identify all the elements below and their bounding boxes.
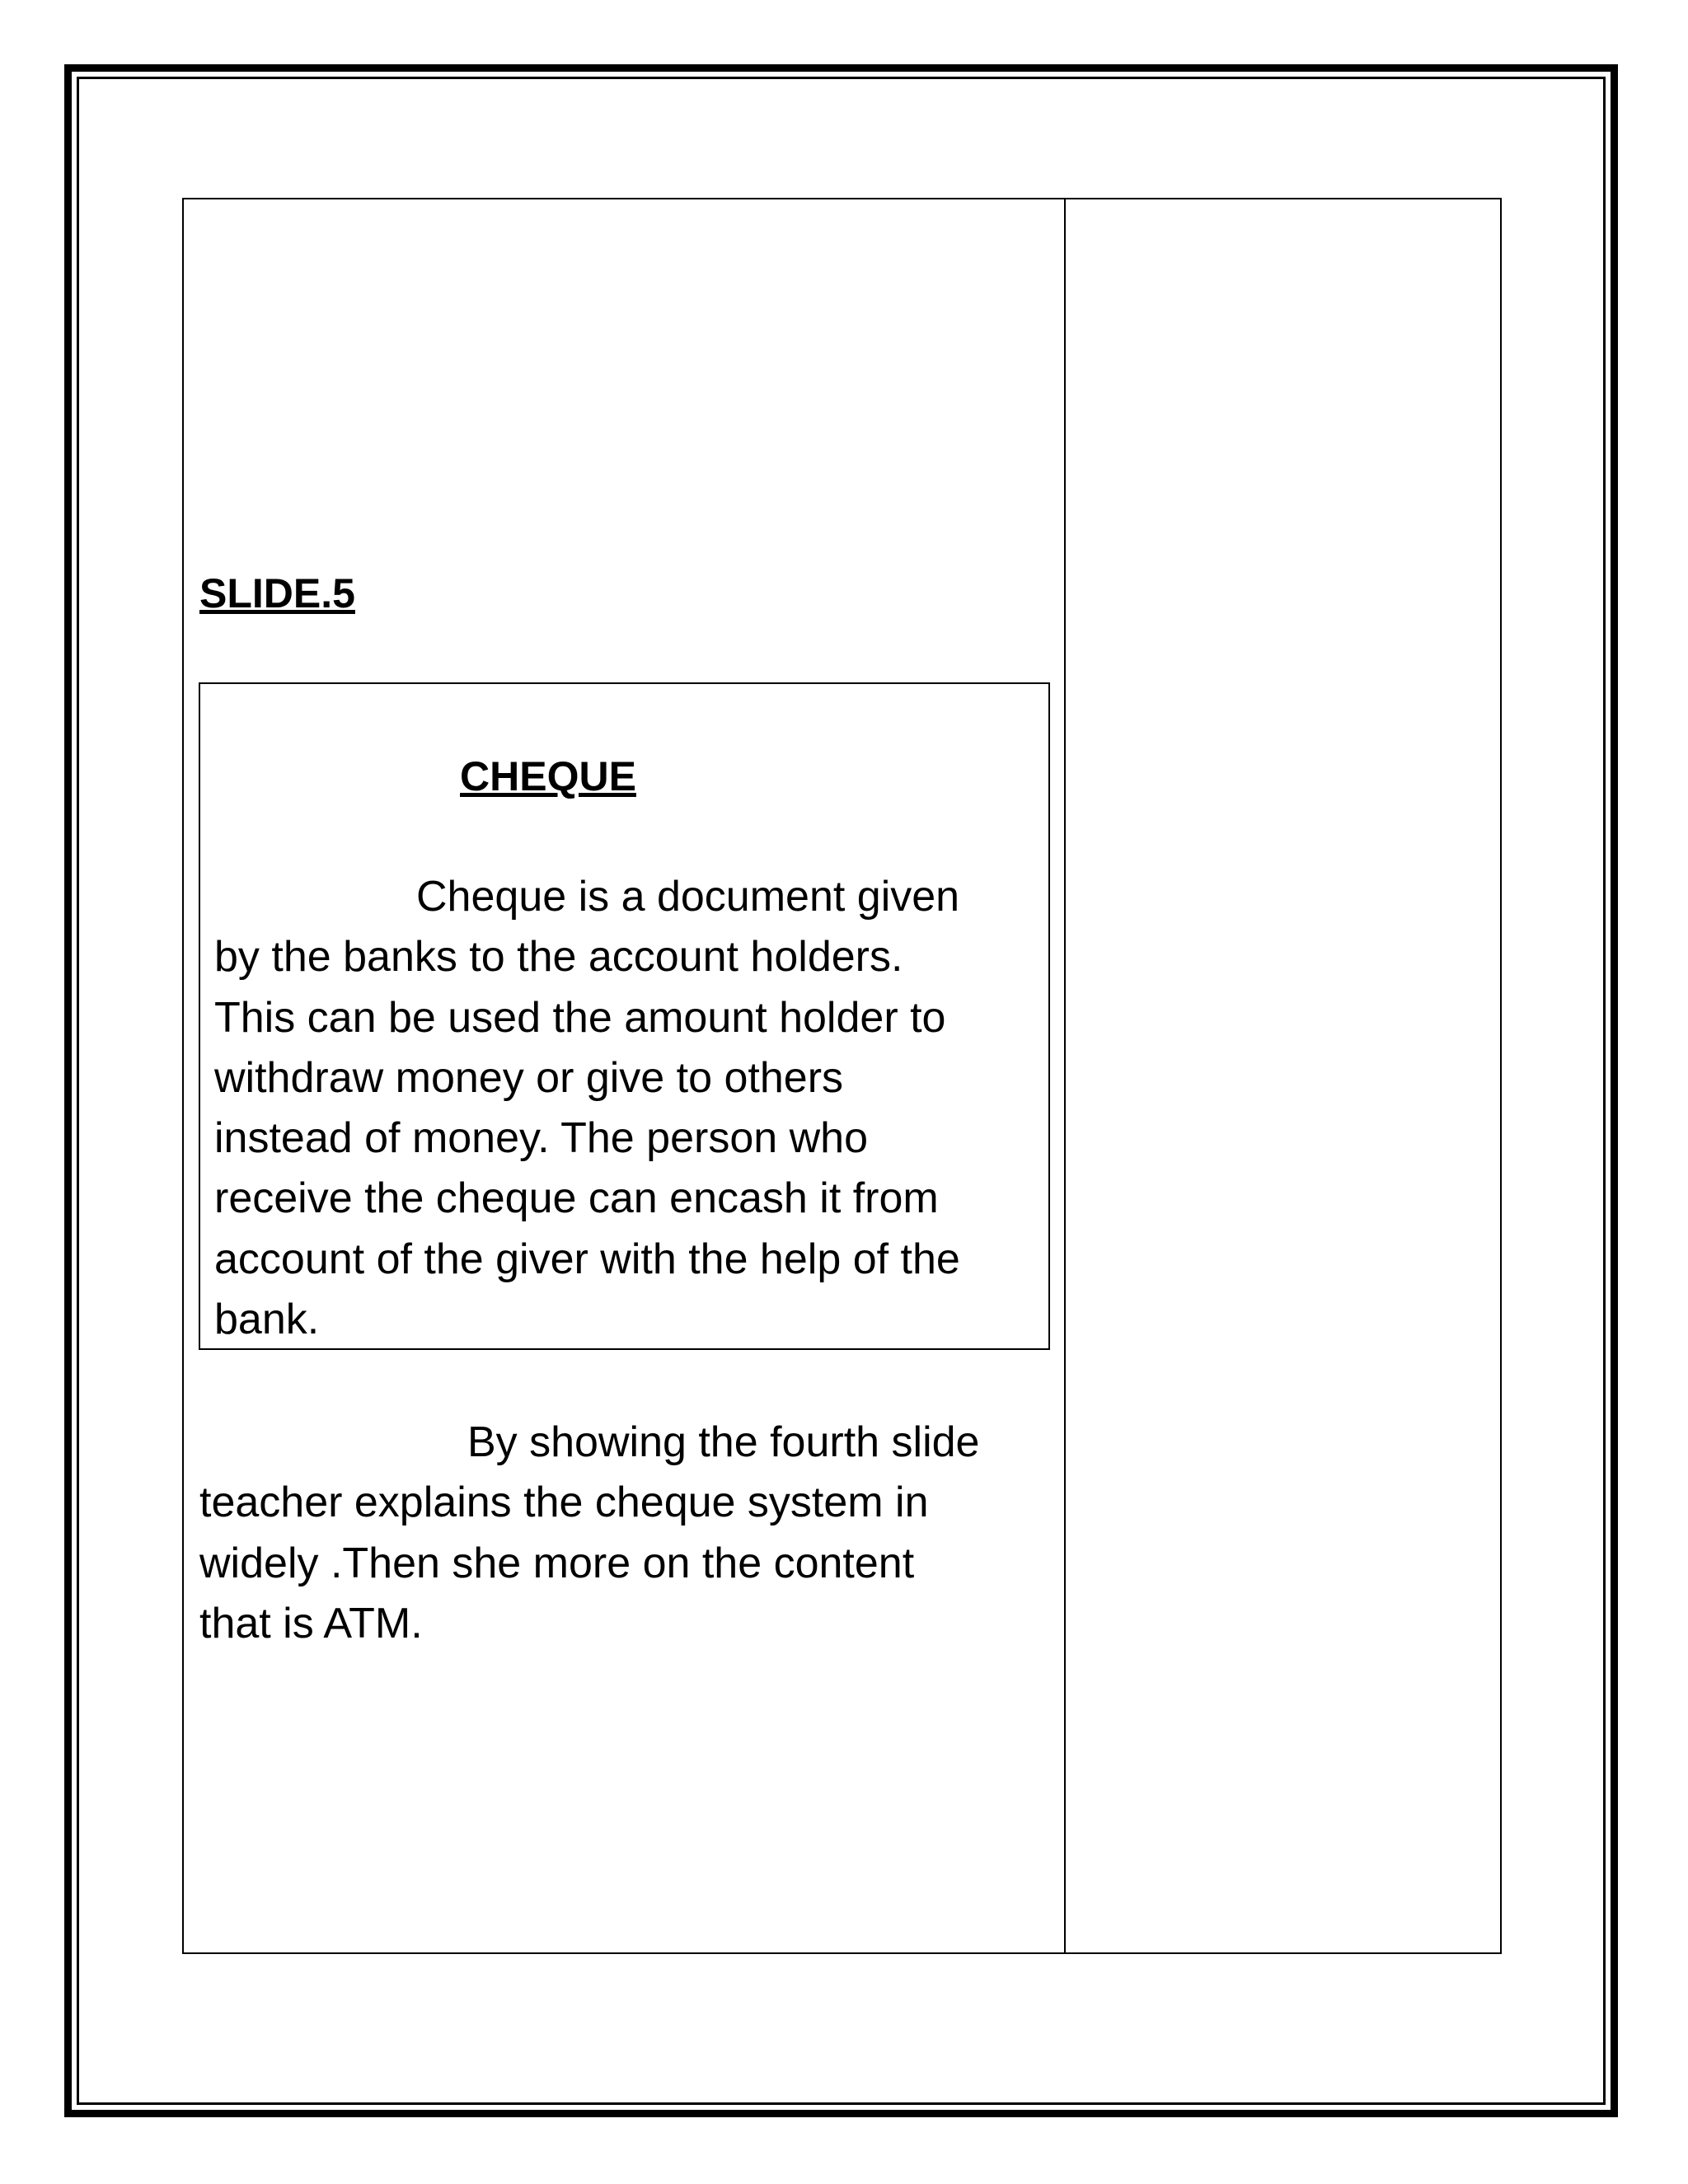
teacher-explanation-text bbox=[199, 1413, 1040, 1654]
definition-line: receive the cheque can encash it from bbox=[214, 1174, 939, 1223]
definition-line: instead of money. The person who bbox=[214, 1114, 868, 1163]
definition-line: bank. bbox=[214, 1296, 320, 1344]
definition-line: Cheque is a document given bbox=[416, 873, 960, 921]
definition-line: This can be used the amount holder to bbox=[214, 993, 946, 1042]
explanation-line: teacher explains the cheque system in bbox=[199, 1479, 929, 1527]
cheque-title: CHEQUE bbox=[460, 753, 636, 799]
explanation-line: By showing the fourth slide bbox=[467, 1418, 980, 1466]
definition-line: by the banks to the account holders. bbox=[214, 933, 903, 982]
definition-line: withdraw money or give to others bbox=[214, 1053, 844, 1102]
table-column-divider bbox=[1064, 198, 1066, 1954]
slide-label: SLIDE.5 bbox=[199, 570, 355, 616]
explanation-line: that is ATM. bbox=[199, 1599, 423, 1647]
explanation-line: widely .Then she more on the content bbox=[199, 1539, 915, 1587]
definition-line: account of the giver with the help of the bbox=[214, 1235, 960, 1283]
cheque-definition-text bbox=[214, 867, 1039, 1350]
